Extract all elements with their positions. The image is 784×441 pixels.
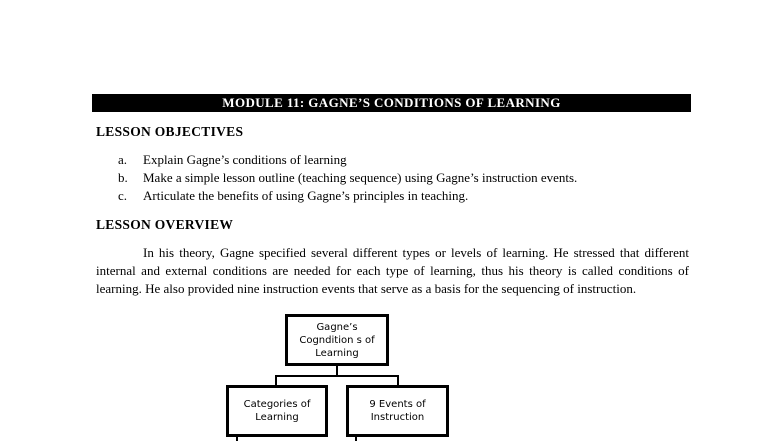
connector-line xyxy=(275,375,399,377)
diagram-root-box xyxy=(285,314,389,366)
overview-heading: LESSON OVERVIEW xyxy=(96,217,234,232)
objective-text: Make a simple lesson outline (teaching sequence) using Gagne’s instruction events. xyxy=(143,170,578,185)
objective-text: Explain Gagne’s conditions of learning xyxy=(143,152,347,167)
diagram-left-box xyxy=(226,385,328,437)
objective-text: Articulate the benefits of using Gagne’s principles in teaching. xyxy=(143,188,469,203)
objective-marker: b. xyxy=(118,170,128,185)
diagram-right-box xyxy=(346,385,449,437)
objective-marker: a. xyxy=(118,152,128,167)
module-title-bar: MODULE 11: GAGNE’S CONDITIONS OF LEARNING xyxy=(92,94,691,112)
diagram-right-label: 9 Events of Instruction xyxy=(369,399,426,423)
connector-line xyxy=(236,437,238,441)
objective-item xyxy=(118,151,347,169)
objectives-heading: LESSON OBJECTIVES xyxy=(96,124,244,139)
diagram-root-label: Gagne’s Cogndition s of Learning xyxy=(299,321,375,359)
overview-paragraph xyxy=(96,244,689,298)
objective-marker: c. xyxy=(118,188,128,203)
objective-item xyxy=(118,187,468,205)
objective-item xyxy=(118,169,577,187)
diagram-left-label: Categories of Learning xyxy=(243,399,311,423)
overview-text: In his theory, Gagne specified several different types or levels of learning. He stressed that different internal and external conditions are needed for each type of learning, thus his theory is called conditions of learning. He also provided nine instruction events that serve as a basis for the sequencing of instruction. xyxy=(96,245,689,296)
connector-line xyxy=(355,437,357,441)
